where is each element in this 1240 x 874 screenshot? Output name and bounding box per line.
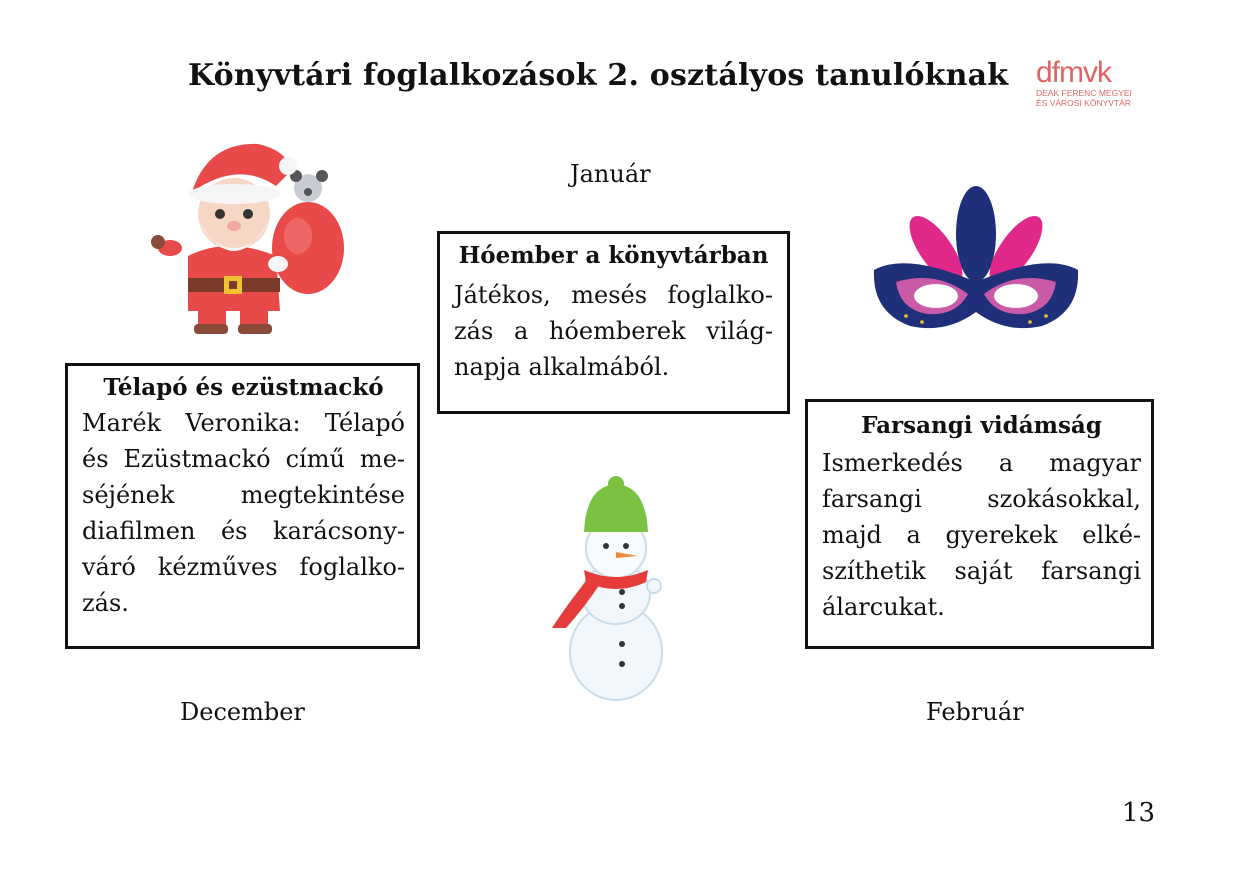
snowman-illustration (546, 476, 672, 704)
card-body (82, 405, 405, 621)
card-line: és Ezüstmackó című me- (82, 445, 405, 473)
card-title: Hóember a könyvtárban (458, 242, 769, 269)
month-label-january: Január (570, 160, 651, 188)
card-body (454, 277, 773, 385)
card-line: Ismerkedés a magyar (822, 449, 1141, 477)
card-line: farsangi szokásokkal, (822, 485, 1141, 513)
card-line: séjének megtekintése (82, 481, 405, 509)
month-label-december: December (180, 698, 305, 726)
card-title: Télapó és ezüstmackó (103, 374, 384, 401)
santa-illustration (148, 136, 348, 338)
card-line: diafilmen és karácsony- (82, 517, 405, 545)
card-title: Farsangi vidámság (861, 412, 1102, 439)
card-line: zás. (82, 589, 129, 617)
card-line: majd a gyerekek elké- (822, 521, 1141, 549)
activity-card-february (805, 399, 1154, 649)
card-line: álarcukat. (822, 593, 945, 621)
library-logo (1036, 58, 1152, 108)
activity-card-january (437, 231, 790, 414)
logo-line-1: DEÁK FERENC MEGYEI (1036, 88, 1132, 98)
logo-line-2: ÉS VÁROSI KÖNYVTÁR (1036, 98, 1131, 108)
logo-mark: dfmvk (1036, 56, 1112, 89)
activity-card-december (65, 363, 420, 649)
card-line: szíthetik saját farsangi (822, 557, 1141, 585)
page-number: 13 (1122, 798, 1156, 828)
card-line: napja alkalmából. (454, 353, 670, 381)
card-line: zás a hóemberek világ- (454, 317, 773, 345)
page-title: Könyvtári foglalkozások 2. osztályos tanulóknak (188, 58, 1009, 93)
card-body (822, 445, 1141, 625)
card-line: váró kézműves foglalko- (82, 553, 405, 581)
card-line: Játékos, mesés foglalko- (454, 281, 773, 309)
card-line: Marék Veronika: Télapó (82, 409, 405, 437)
month-label-february: Február (926, 698, 1024, 726)
carnival-mask-illustration (866, 186, 1086, 336)
